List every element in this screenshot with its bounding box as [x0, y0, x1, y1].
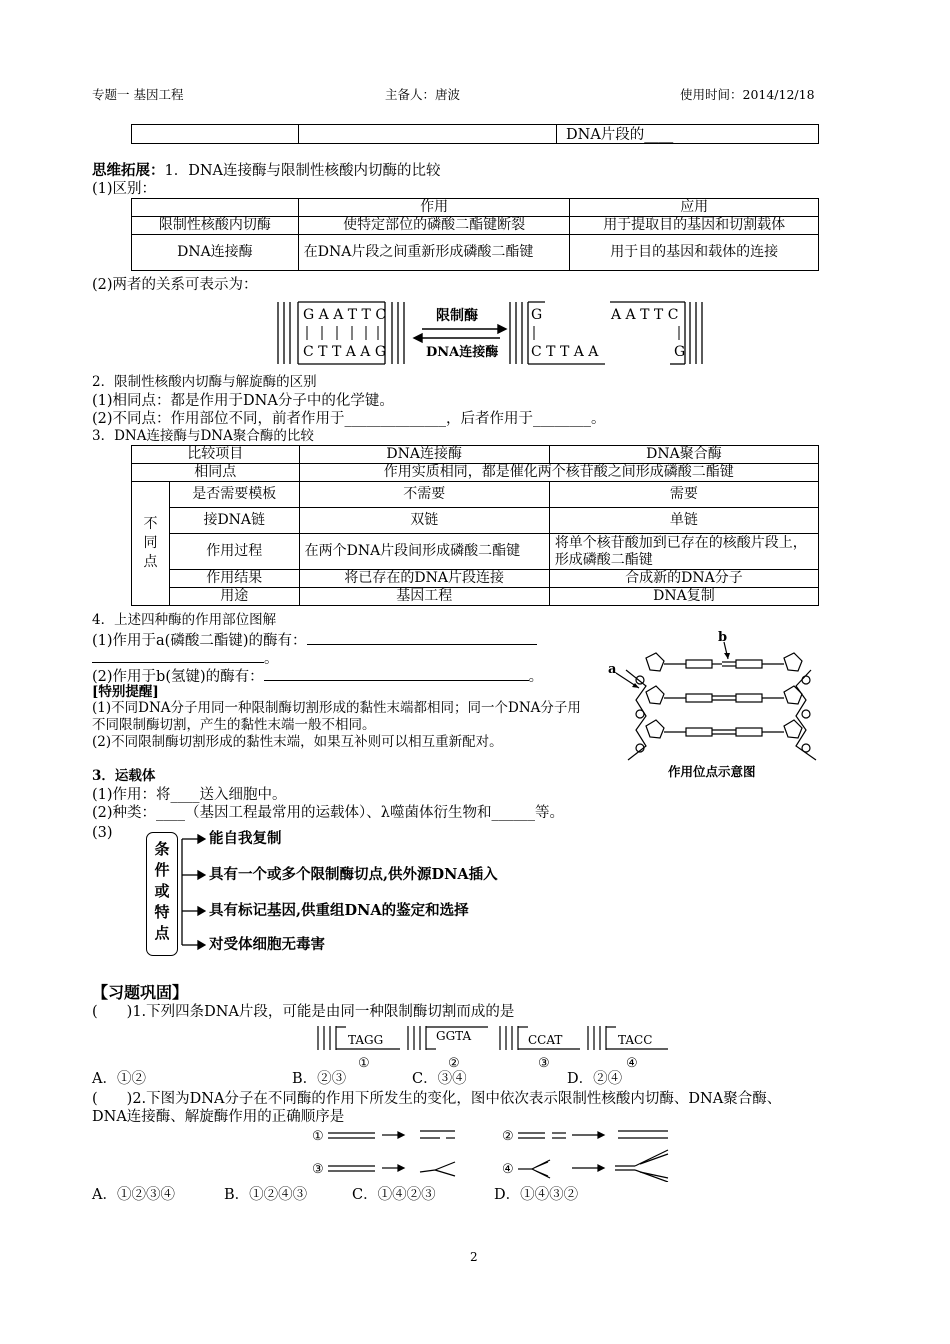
t2-r4-c2: DNA复制	[549, 588, 818, 606]
q2-option-c: C．①④②③	[352, 1187, 436, 1203]
q2-label-1: ①	[312, 1129, 324, 1144]
t1-r0-c1: 使特定部位的磷酸二酯键断裂	[298, 217, 570, 235]
t2-r3-c1: 将已存在的DNA片段连接	[299, 570, 549, 588]
t1-r1-c1: 在DNA片段之间重新形成磷酸二酯键	[298, 235, 570, 271]
t1-r0-c2: 用于提取目的基因和切割载体	[570, 217, 819, 235]
enzyme-compare-table	[131, 198, 819, 271]
t2-r2-c1: 在两个DNA片段间形成磷酸二酯键	[299, 534, 549, 570]
fig-label-b: b	[718, 630, 728, 645]
q2-label-3: ③	[312, 1162, 324, 1177]
frag-1-seq: TAGG	[348, 1033, 384, 1047]
vector-q2: (2)种类：____（基因工程最常用的运载体）、λ噬菌体衍生物和______等。	[92, 805, 564, 821]
tip-2: (2)不同限制酶切割形成的黏性末端，如果互补则可以相互重新配对。	[92, 734, 503, 750]
vector-box	[146, 832, 178, 956]
tip-title: [特别提醒]	[92, 684, 159, 700]
header-right: 使用时间：2014/12/18	[680, 87, 815, 102]
action-site-figure	[606, 628, 831, 788]
t2-diff-label: 不同点	[143, 516, 158, 570]
top-table-cell: DNA片段的____	[566, 127, 674, 143]
ext-item4-1: (1)作用于a(磷酸二酯键)的酶有：	[92, 633, 307, 649]
ext-item2: 2．限制性核酸内切酶与解旋酶的区别	[92, 374, 317, 390]
ext-title: 思维拓展：	[92, 162, 165, 179]
ligase-polymerase-table	[131, 445, 819, 606]
blank-4-1a	[307, 630, 537, 645]
vector-feature-2: 具有标记基因,供重组DNA的鉴定和选择	[209, 902, 469, 919]
header-middle: 主备人：唐波	[385, 87, 461, 102]
diag-r1-top: G	[531, 307, 543, 323]
fig-label-a: a	[608, 662, 617, 677]
page-number: 2	[470, 1250, 478, 1264]
q2-option-d: D．①④③②	[494, 1187, 579, 1203]
t2-same-label: 相同点	[132, 464, 300, 482]
t2-r1-c0: 接DNA链	[169, 508, 299, 534]
diag-r1-bottom: C T T A A	[531, 344, 599, 360]
vector-q1: (1)作用：将____送入细胞中。	[92, 787, 287, 803]
ext-q1: (1)区别：	[92, 181, 157, 197]
q1-option-b: B．②③	[292, 1071, 347, 1087]
exercise-q2-line2: DNA连接酶、解旋酶作用的正确顺序是	[92, 1109, 345, 1125]
t2-r4-c1: 基因工程	[299, 588, 549, 606]
ext-item4-2: (2)作用于b(氢键)的酶有：	[92, 669, 264, 685]
q1-option-a: A．①②	[92, 1071, 146, 1087]
t1-head-2: 应用	[570, 199, 819, 217]
vector-feature-3: 对受体细胞无毒害	[209, 936, 325, 953]
ext-q2: (2)两者的关系可表示为：	[92, 277, 258, 293]
t1-head-1: 作用	[298, 199, 570, 217]
ext-item3: 3．DNA连接酶与DNA聚合酶的比较	[92, 428, 314, 444]
period-2: 。	[528, 669, 544, 685]
q1-fragments	[312, 1022, 672, 1070]
ext-item1: 1．DNA连接酶与限制性核酸内切酶的比较	[164, 163, 441, 179]
frag-3-seq: CCAT	[528, 1033, 563, 1047]
blank-4-2	[264, 666, 529, 681]
t2-r2-c2: 将单个核苷酸加到已存在的核酸片段上，形成磷酸二酯键	[549, 534, 818, 570]
q2-option-a: A．①②③④	[92, 1187, 175, 1203]
diag-r2-top: A A T T C	[611, 307, 679, 323]
t2-r0-c1: 不需要	[299, 482, 549, 508]
t2-r0-c2: 需要	[549, 482, 818, 508]
frag-1-num: ①	[358, 1056, 370, 1070]
t2-r4-c0: 用途	[169, 588, 299, 606]
tip-1: (1)不同DNA分子用同一种限制酶切割形成的黏性末端都相同；同一个DNA分子用不同限制酶切割，产生的黏性末端一般不相同。	[92, 700, 581, 733]
period-1: 。	[264, 651, 279, 667]
exercise-q1: ( )1.下列四条DNA片段，可能是由同一种限制酶切割而成的是	[92, 1004, 515, 1020]
t2-r1-c2: 单链	[549, 508, 818, 534]
diag-left-bottom: C T T A A G	[303, 344, 387, 360]
top-table	[131, 124, 819, 144]
q1-option-c: C．③④	[412, 1071, 467, 1087]
vector-feature-0: 能自我复制	[209, 830, 282, 847]
header-left: 专题一 基因工程	[92, 87, 184, 102]
t1-r0-c0: 限制性核酸内切酶	[132, 217, 299, 235]
frag-2-seq: GGTA	[436, 1029, 472, 1043]
diag-r2-bottom: G	[674, 344, 686, 360]
q2-option-b: B．①②④③	[224, 1187, 308, 1203]
exercise-q2-line1: ( )2.下图为DNA分子在不同酶的作用下所发生的变化，图中依次表示限制性核酸内切酶、DNA聚合酶、	[92, 1091, 782, 1107]
q2-label-4: ④	[502, 1162, 514, 1177]
diag-arrow-top: 限制酶	[436, 308, 478, 324]
ext-item2-2: (2)不同点：作用部位不同，前者作用于______________，后者作用于________。	[92, 411, 606, 427]
t1-r1-c2: 用于目的基因和载体的连接	[570, 235, 819, 271]
q2-diagram	[310, 1124, 680, 1182]
diag-arrow-bottom: DNA连接酶	[426, 345, 499, 360]
t1-head-0	[132, 199, 299, 217]
vector-feature-1: 具有一个或多个限制酶切点,供外源DNA插入	[209, 866, 498, 883]
fig-caption: 作用位点示意图	[668, 764, 756, 779]
ext-item4: 4．上述四种酶的作用部位图解	[92, 612, 277, 628]
t2-head-0: 比较项目	[132, 446, 300, 464]
q1-option-d: D．②④	[567, 1071, 623, 1087]
vector-brace-arrows	[176, 832, 206, 954]
t2-r2-c0: 作用过程	[169, 534, 299, 570]
vector-q3: (3)	[92, 825, 113, 841]
frag-2-num: ②	[448, 1056, 460, 1070]
t2-r0-c0: 是否需要模板	[169, 482, 299, 508]
exercise-title: 【习题巩固】	[92, 983, 189, 1002]
vector-box-label: 条件或特点	[154, 840, 170, 942]
q2-label-2: ②	[502, 1129, 514, 1144]
frag-4-seq: TACC	[618, 1033, 653, 1047]
t2-head-1: DNA连接酶	[299, 446, 549, 464]
t1-r1-c0: DNA连接酶	[132, 235, 299, 271]
frag-4-num: ④	[626, 1056, 638, 1070]
t2-r1-c1: 双链	[299, 508, 549, 534]
ext-item2-1: (1)相同点：都是作用于DNA分子中的化学键。	[92, 393, 394, 409]
vector-title: 3．运载体	[92, 768, 156, 784]
frag-3-num: ③	[538, 1056, 550, 1070]
t2-head-2: DNA聚合酶	[549, 446, 818, 464]
t2-r3-c2: 合成新的DNA分子	[549, 570, 818, 588]
diag-left-top: G A A T T C	[303, 307, 387, 323]
blank-4-1b	[92, 648, 264, 663]
t2-same-value: 作用实质相同，都是催化两个核苷酸之间形成磷酸二酯键	[299, 464, 818, 482]
restriction-ligase-diagram	[270, 298, 720, 368]
t2-r3-c0: 作用结果	[169, 570, 299, 588]
